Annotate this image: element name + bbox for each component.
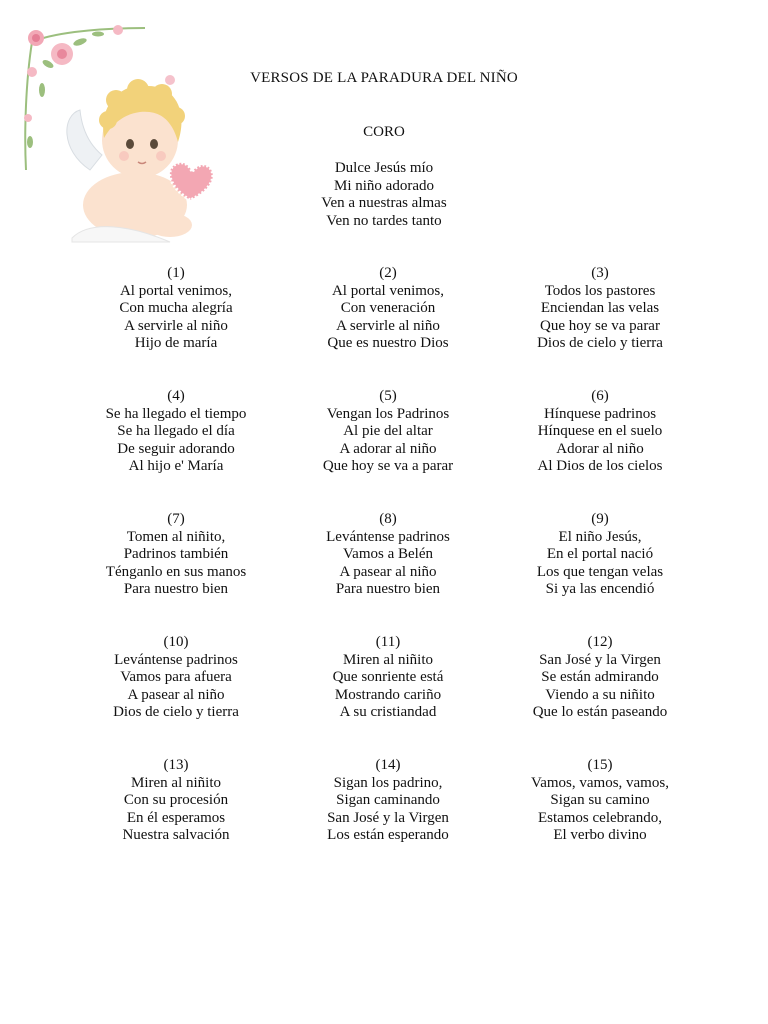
verse-line: Con veneración	[340, 300, 436, 317]
verse-line: Al portal venimos,	[119, 282, 233, 299]
verse-5	[282, 388, 494, 511]
verse-number: (15)	[587, 757, 613, 773]
chorus-line: Dulce Jesús mío	[334, 160, 434, 176]
verse-line: Ténganlo en sus manos	[105, 563, 247, 580]
verse-line: Al portal venimos,	[331, 282, 445, 299]
verse-line: Dios de cielo y tierra	[113, 704, 239, 721]
verse-line: Nuestra salvación	[122, 827, 230, 844]
verse-line: Dios de cielo y tierra	[537, 335, 663, 352]
verse-line: Se ha llegado el día	[117, 423, 235, 440]
verse-number: (7)	[167, 511, 185, 527]
verse-line: El verbo divino	[553, 827, 647, 844]
verse-line: A pasear al niño	[127, 686, 225, 703]
verse-line: Estamos celebrando,	[537, 809, 663, 826]
verse-line: Vamos para afuera	[120, 669, 232, 686]
verse-row	[70, 757, 706, 880]
verse-line: Sigan su camino	[550, 792, 650, 809]
verse-line: Si ya las encendió	[545, 581, 655, 598]
verse-line: Que sonriente está	[332, 669, 444, 686]
verse-number: (12)	[587, 634, 613, 650]
verse-1	[70, 265, 282, 388]
verse-3	[494, 265, 706, 388]
verse-line: Tomen al niñito,	[126, 528, 226, 545]
verse-number: (8)	[379, 511, 397, 527]
verse-number: (13)	[163, 757, 189, 773]
verse-line: Sigan caminando	[336, 792, 440, 809]
verse-line: Miren al niñito	[343, 651, 433, 668]
verse-number: (14)	[375, 757, 401, 773]
verse-14	[282, 757, 494, 880]
verse-2	[282, 265, 494, 388]
verse-12	[494, 634, 706, 757]
verse-line: A servirle al niño	[124, 317, 228, 334]
verse-line: San José y la Virgen	[327, 809, 449, 826]
verse-row	[70, 265, 706, 388]
page-title: VERSOS DE LA PARADURA DEL NIÑO	[250, 70, 518, 86]
verse-line: Hijo de maría	[134, 335, 218, 352]
verse-6	[494, 388, 706, 511]
verse-line: Que lo están paseando	[532, 704, 668, 721]
verse-number: (11)	[375, 634, 401, 650]
verse-line: A pasear al niño	[339, 563, 437, 580]
verse-line: Miren al niñito	[131, 774, 221, 791]
verse-line: Se ha llegado el tiempo	[105, 405, 247, 422]
verse-row	[70, 388, 706, 511]
verse-line: Con su procesión	[123, 792, 229, 809]
verse-line: Levántense padrinos	[114, 651, 238, 668]
verse-line: Vamos, vamos, vamos,	[531, 774, 669, 791]
verse-line: Para nuestro bien	[123, 581, 229, 598]
verse-line: Al hijo e' María	[128, 458, 224, 475]
chorus-line: Mi niño adorado	[334, 177, 434, 194]
verse-line: El niño Jesús,	[558, 528, 642, 545]
chorus-block	[0, 160, 768, 230]
verse-8	[282, 511, 494, 634]
verse-line: En él esperamos	[126, 809, 226, 826]
verse-line: Enciendan las velas	[540, 300, 660, 317]
verse-line: San José y la Virgen	[539, 651, 661, 668]
verse-line: Vengan los Padrinos	[326, 405, 450, 422]
verse-line: Al Dios de los cielos	[537, 458, 663, 475]
verse-line: Mostrando cariño	[334, 686, 442, 703]
verse-number: (5)	[379, 388, 397, 404]
verse-row	[70, 511, 706, 634]
verse-line: Viendo a su niñito	[545, 686, 655, 703]
verse-line: En el portal nació	[546, 546, 654, 563]
verse-line: Sigan los padrino,	[333, 774, 443, 791]
verse-line: A adorar al niño	[339, 440, 437, 457]
verse-line: Vamos a Belén	[343, 546, 433, 563]
verse-line: Hínquese en el suelo	[537, 423, 663, 440]
chorus-label: CORO	[363, 124, 405, 140]
verse-line: Que hoy se va parar	[540, 317, 660, 334]
verse-line: A su cristiandad	[339, 704, 437, 721]
verse-number: (3)	[591, 265, 609, 281]
verse-line: Adorar al niño	[556, 440, 644, 457]
verse-line: A servirle al niño	[336, 317, 440, 334]
chorus-line: Ven a nuestras almas	[321, 195, 447, 212]
verse-line: Con mucha alegría	[119, 300, 233, 317]
verse-line: Que hoy se va a parar	[322, 458, 454, 475]
verse-number: (4)	[167, 388, 185, 404]
verse-11	[282, 634, 494, 757]
verse-line: Levántense padrinos	[326, 528, 450, 545]
verse-line: Al pie del altar	[343, 423, 433, 440]
verse-number: (9)	[591, 511, 609, 527]
verse-number: (2)	[379, 265, 397, 281]
verse-line: Para nuestro bien	[335, 581, 441, 598]
verse-line: Todos los pastores	[544, 282, 656, 299]
verses-grid	[70, 265, 706, 880]
verse-13	[70, 757, 282, 880]
verse-7	[70, 511, 282, 634]
verse-line: Los están esperando	[327, 827, 449, 844]
verse-line: Que es nuestro Dios	[327, 335, 449, 352]
verse-line: De seguir adorando	[117, 440, 235, 457]
verse-10	[70, 634, 282, 757]
verse-9	[494, 511, 706, 634]
chorus-line: Ven no tardes tanto	[326, 212, 442, 229]
verse-4	[70, 388, 282, 511]
verse-row	[70, 634, 706, 757]
verse-15	[494, 757, 706, 880]
verse-number: (1)	[167, 265, 185, 281]
verse-line: Hínquese padrinos	[543, 405, 657, 422]
verse-number: (6)	[591, 388, 609, 404]
verse-line: Padrinos también	[123, 546, 229, 563]
verse-line: Se están admirando	[541, 669, 659, 686]
verse-line: Los que tengan velas	[536, 563, 664, 580]
verse-number: (10)	[163, 634, 189, 650]
